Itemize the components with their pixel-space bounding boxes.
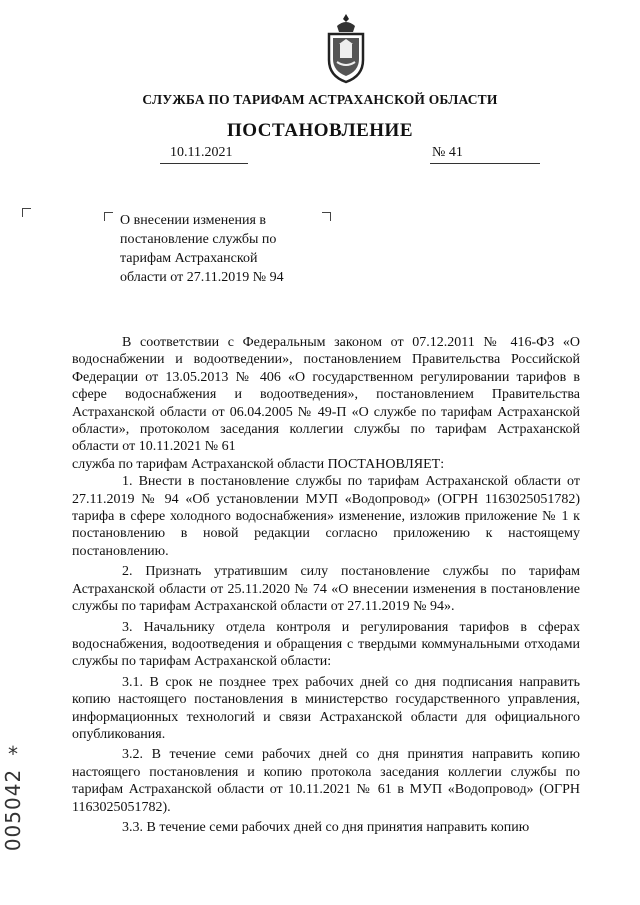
number-underline	[430, 163, 540, 164]
margin-code-text: 005042	[1, 768, 25, 852]
margin-asterisk: *	[8, 742, 18, 766]
subject-line: О внесении изменения в	[120, 213, 266, 228]
document-body	[72, 334, 580, 836]
document-subject	[120, 211, 327, 287]
subject-line: тарифам Астраханской	[120, 251, 258, 266]
document-type-title: ПОСТАНОВЛЕНИЕ	[226, 120, 414, 141]
subject-line: области от 27.11.2019 № 94	[120, 270, 284, 285]
body-paragraph: 3.3. В течение семи рабочих дней со дня принятия направить копию	[122, 819, 530, 835]
body-paragraph: служба по тарифам Астраханской области ПОСТАНОВЛЯЕТ:	[72, 456, 445, 472]
document-number: № 41	[432, 145, 463, 160]
margin-corner-mark	[22, 208, 31, 217]
organization-name: СЛУЖБА ПО ТАРИФАМ АСТРАХАНСКОЙ ОБЛАСТИ	[142, 92, 498, 107]
document-date: 10.11.2021	[170, 145, 233, 160]
date-underline	[160, 163, 248, 164]
subject-bracket-left	[104, 212, 113, 221]
body-paragraph: В соответствии с Федеральным законом от 07.12.2011 № 416-ФЗ «О водоснабжении и водоотведении», постановлением Правительства Российской Федерации от 13.05.2013 № 406 «О государственном регулировании тарифов в сфере водоснабжения и водоотведения», постановлением Правительства Астраханской области от 06.04.2005 № 49-П «О службе по тарифам Астраханской области», протоколом заседания коллегии службы по тарифам Астраханской области от 10.11.2021 № 61	[72, 335, 580, 455]
body-paragraph: 1. Внести в постановление службы по тарифам Астраханской области от 27.11.2019 № 94 «Об установлении МУП «Водопровод» (ОГРН 1163025051782) тарифа в сфере холодного водоснабжения» изменение, изложив приложение № 1 к постановлению в новой редакции согласно приложению к настоящему постановлению.	[72, 474, 580, 559]
subject-line: постановление службы по	[120, 232, 277, 247]
body-paragraph: 3.1. В срок не позднее трех рабочих дней со дня подписания направить копию настоящего постановления в министерство государственного управления, информационных технологий и связи Астраханской области для официального опубликования.	[72, 674, 580, 742]
coat-of-arms-emblem	[323, 12, 369, 84]
body-paragraph: 2. Признать утратившим силу постановление службы по тарифам Астраханской области от 25.11.2020 № 74 «О внесении изменения в постановление службы по тарифам Астраханской области от 27.11.2019 № 94».	[72, 564, 580, 615]
body-paragraph: 3. Начальнику отдела контроля и регулирования тарифов в сферах водоснабжения, водоотведения и обращения с твердыми коммунальными отходами службы по тарифам Астраханской области:	[72, 619, 580, 670]
margin-registration-code	[0, 740, 28, 880]
body-paragraph: 3.2. В течение семи рабочих дней со дня принятия направить копию настоящего постановления и копию протокола заседания коллегии службы по тарифам Астраханской области от 10.11.2021 № 61 в МУП «Водопровод» (ОГРН 1163025051782).	[72, 747, 580, 815]
